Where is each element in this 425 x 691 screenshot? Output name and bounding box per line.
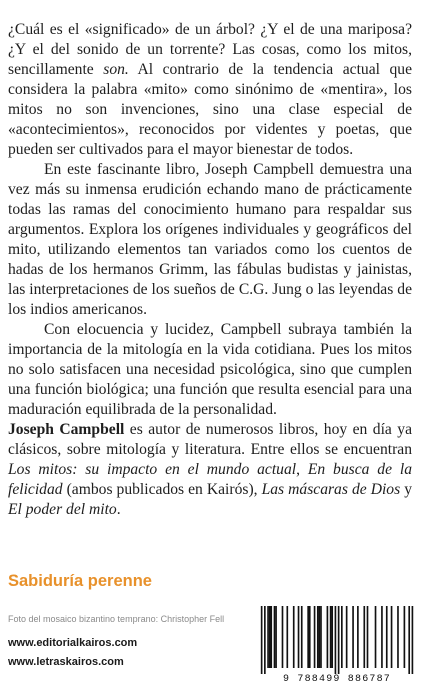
- barcode-bar: [274, 606, 276, 668]
- barcode-bar: [261, 606, 263, 674]
- barcode-bar: [386, 606, 388, 668]
- author-name: Joseph Campbell: [8, 421, 125, 438]
- barcode-bar: [338, 606, 340, 674]
- blurb-p1-emphasis: son.: [103, 61, 129, 78]
- barcode-bar: [267, 606, 269, 668]
- blurb-paragraph-3: Con elocuencia y lucidez, Campbell subraya también la importancia de la mitología en la vida cotidiana. Pues los mitos no solo satisfacen una necesidad psicológica, sino que cumplen una función biológica; una función que resulta esencial para una maduración equilibrada de la personalidad.: [8, 321, 412, 418]
- barcode-bar: [298, 606, 300, 668]
- barcode-bar: [307, 606, 309, 668]
- barcode-bar: [327, 606, 329, 668]
- barcode-bar: [320, 606, 322, 668]
- book-title-1: Los mitos: su impacto en el mundo actual: [8, 461, 297, 478]
- author-bio-text-2: ,: [296, 461, 308, 478]
- barcode-bar: [282, 606, 284, 668]
- blurb-p1-part-b: Al contrario de la tendencia actual que considera la palabra «mito» como sinónimo de «mentira», los mitos no son invenciones, sino una clase especial de «acontecimientos», reconocidos por videntes y poetas, que pueden ser cultivados para el mayor bienestar de todos.: [8, 61, 412, 158]
- barcode-bar: [317, 606, 319, 668]
- isbn-barcode: [256, 606, 418, 674]
- barcode-bar: [301, 606, 303, 668]
- author-bio-text-4: y: [400, 481, 412, 498]
- barcode-bar: [293, 606, 295, 668]
- barcode-bar: [391, 606, 393, 668]
- barcode-bar: [412, 606, 414, 674]
- blurb-paragraph-2: En este fascinante libro, Joseph Campbell demuestra una vez más su inmensa erudición echando mano de prácticamente todas las ramas del conocimiento humano para respaldar sus argumentos. Explora los orígenes individuales y geográficos del mito, utilizando elementos tan variados como los cuentos de hadas de los hermanos Grimm, las fábulas budistas y jainistas, las interpretaciones de los sueños de C.G. Jung o las leyendas de los indios americanos.: [8, 161, 412, 318]
- barcode-bar: [404, 606, 406, 668]
- barcode-bar: [270, 606, 272, 668]
- barcode-bar: [367, 606, 369, 668]
- barcode-bar: [375, 606, 377, 668]
- barcode-bar: [286, 606, 288, 668]
- barcode-bar: [319, 606, 321, 668]
- blurb-paragraph-1: [8, 20, 412, 160]
- barcode-bar: [381, 606, 383, 668]
- website-link-2[interactable]: www.letraskairos.com: [8, 656, 124, 668]
- author-bio-text-5: .: [116, 501, 121, 518]
- book-title-2: En busca de la felicidad: [8, 461, 413, 498]
- author-bio-text-3: (ambos publicados en Kairós),: [62, 481, 262, 498]
- barcode-bar: [363, 606, 365, 668]
- barcode-bar: [331, 606, 333, 668]
- book-title-3: Las máscaras de Dios: [261, 481, 401, 498]
- blurb-text: [8, 20, 412, 420]
- collection-name: Sabiduría perenne: [8, 572, 152, 590]
- barcode-bar: [264, 606, 266, 674]
- blurb-p1-part-a: ¿Cuál es el «significado» de un árbol? ¿Y el de una mariposa? ¿Y el del sonido de un torrente? Las cosas, como los mitos, sencillamente: [8, 21, 412, 78]
- isbn-number: 9 788499 886787: [282, 674, 391, 685]
- barcode-bar: [335, 606, 337, 674]
- website-link-1[interactable]: www.editorialkairos.com: [8, 637, 138, 649]
- barcode-bar: [269, 606, 271, 668]
- barcode-bar: [346, 606, 348, 668]
- barcode-bar: [309, 606, 311, 668]
- barcode-bar: [314, 606, 316, 668]
- author-bio: [8, 420, 412, 520]
- photo-credit: Foto del mosaico bizantino temprano: Christopher Fell: [8, 614, 225, 624]
- barcode-bar: [352, 606, 354, 668]
- book-title-4: El poder del mito: [8, 501, 117, 518]
- barcode-bar: [275, 606, 277, 668]
- barcode-bar: [397, 606, 399, 668]
- barcode-bar: [357, 606, 359, 668]
- barcode-bar: [408, 606, 410, 674]
- barcode-bar: [341, 606, 343, 668]
- author-bio-text-1: es autor de numerosos libros, hoy en día ya clásicos, sobre mitología y literatura. Entre ellos se encuentran: [8, 421, 412, 458]
- barcode-bar: [330, 606, 332, 668]
